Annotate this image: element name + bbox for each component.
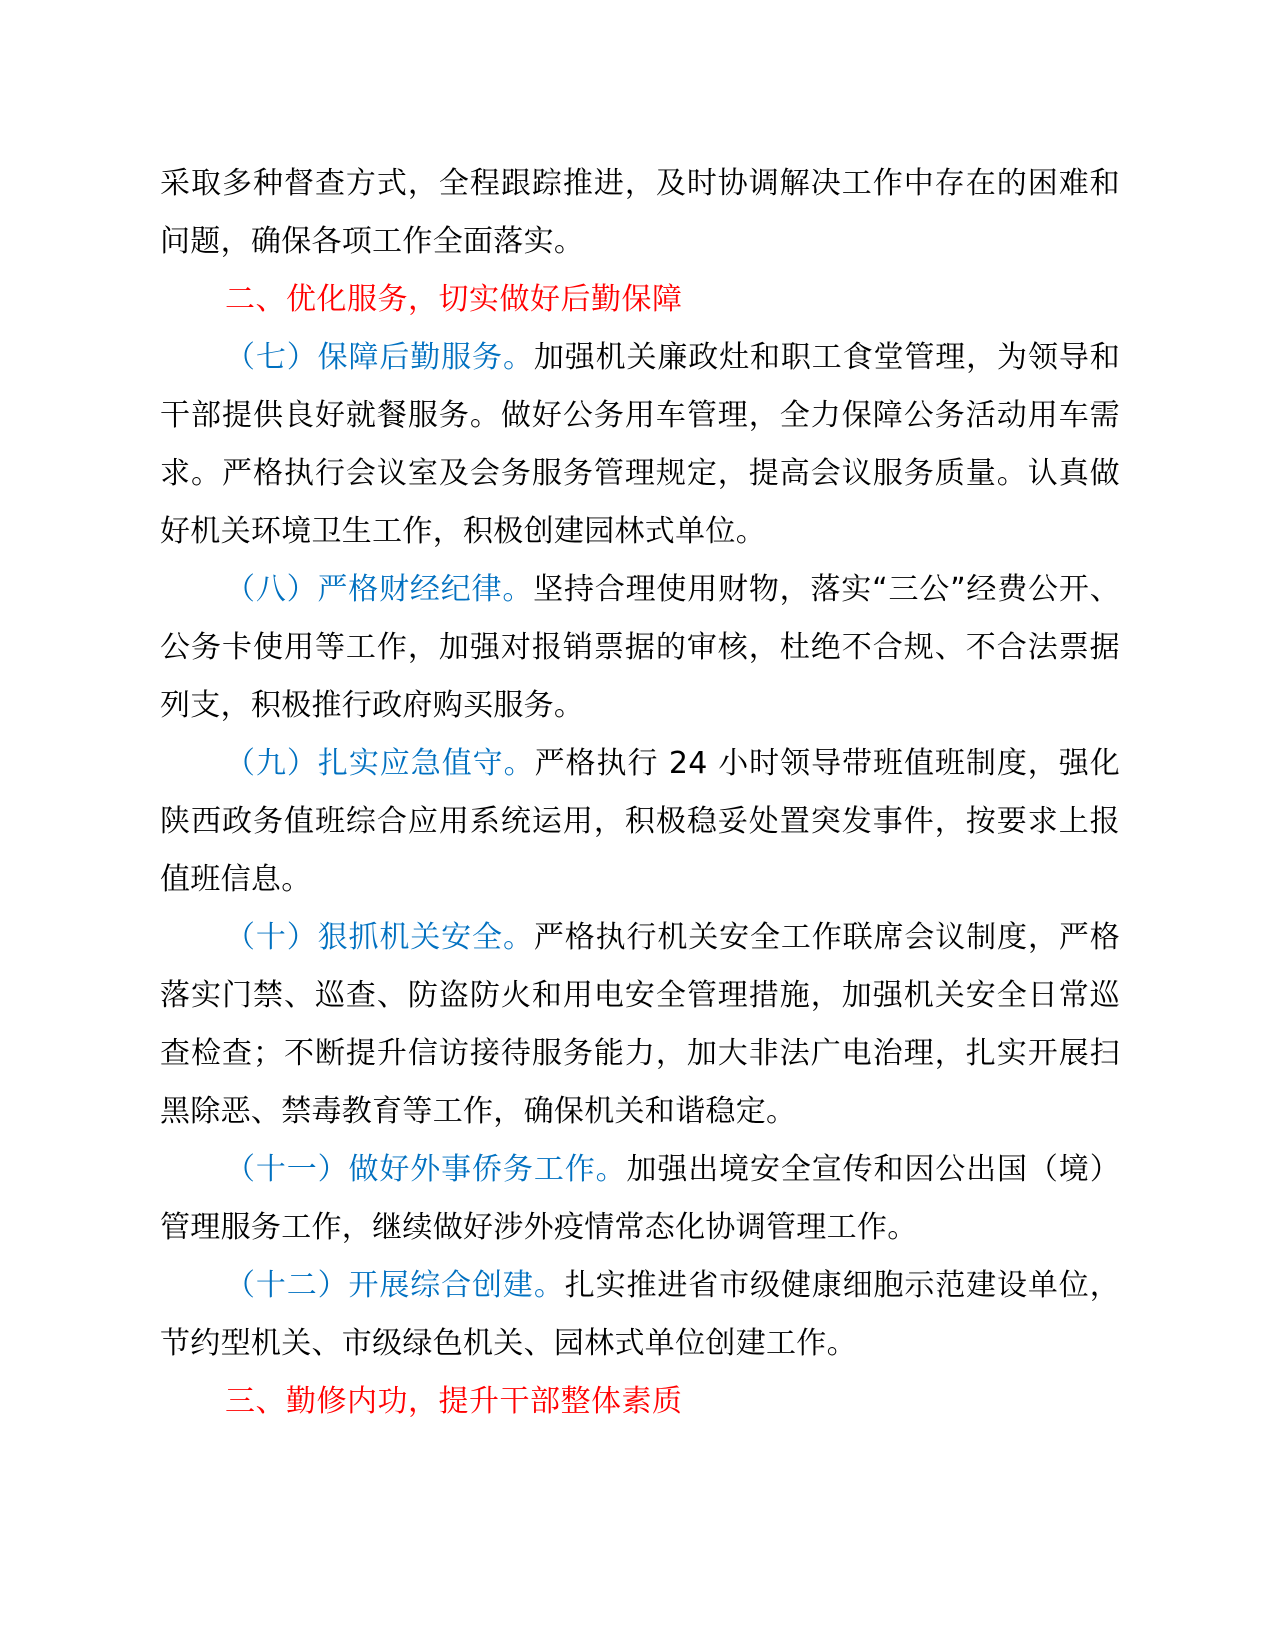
document-body bbox=[160, 155, 1120, 1431]
paragraph-text: 采取多种督查方式，全程跟踪推进，及时协调解决工作中存在的困难和问题，确保各项工作全面落实。 bbox=[160, 166, 1120, 259]
item-11-title: （十一）做好外事侨务工作。 bbox=[225, 1152, 627, 1187]
item-12-title: （十二）开展综合创建。 bbox=[225, 1268, 565, 1303]
paragraph-item-10 bbox=[160, 909, 1120, 1141]
item-8-title: （八）严格财经纪律。 bbox=[225, 572, 534, 607]
item-9-title: （九）扎实应急值守。 bbox=[225, 746, 535, 781]
paragraph-continuation bbox=[160, 155, 1120, 271]
item-7-body: 加强机关廉政灶和职工食堂管理，为领导和干部提供良好就餐服务。做好公务用车管理，全力保障公务活动用车需求。严格执行会议室及会务服务管理规定，提高会议服务质量。认真做好机关环境卫生工作，积极创建园林式单位。 bbox=[160, 340, 1121, 549]
paragraph-item-8 bbox=[160, 561, 1120, 735]
section-heading-3: 三、勤修内功，提升干部整体素质 bbox=[225, 1384, 683, 1419]
item-11-body: 加强出境安全宣传和因公出国（境）管理服务工作，继续做好涉外疫情常态化协调管理工作。 bbox=[160, 1152, 1120, 1245]
paragraph-item-9 bbox=[160, 735, 1120, 909]
item-12-body: 扎实推进省市级健康细胞示范建设单位，节约型机关、市级绿色机关、园林式单位创建工作。 bbox=[160, 1268, 1120, 1361]
paragraph-item-7 bbox=[160, 329, 1120, 561]
item-8-body: 坚持合理使用财物，落实“三公”经费公开、公务卡使用等工作，加强对报销票据的审核，杜绝不合规、不合法票据列支，积极推行政府购买服务。 bbox=[160, 572, 1120, 723]
paragraph-item-11 bbox=[160, 1141, 1120, 1257]
item-7-title: （七）保障后勤服务。 bbox=[225, 340, 534, 375]
item-10-body: 严格执行机关安全工作联席会议制度，严格落实门禁、巡查、防盗防火和用电安全管理措施，加强机关安全日常巡查检查；不断提升信访接待服务能力，加大非法广电治理，扎实开展扫黑除恶、禁毒教育等工作，确保机关和谐稳定。 bbox=[160, 920, 1121, 1129]
paragraph-item-12 bbox=[160, 1257, 1120, 1373]
item-10-title: （十）狠抓机关安全。 bbox=[225, 920, 534, 955]
item-9-body: 严格执行 24 小时领导带班值班制度，强化陕西政务值班综合应用系统运用，积极稳妥处置突发事件，按要求上报值班信息。 bbox=[160, 746, 1121, 897]
section-heading-2: 二、优化服务，切实做好后勤保障 bbox=[225, 282, 683, 317]
